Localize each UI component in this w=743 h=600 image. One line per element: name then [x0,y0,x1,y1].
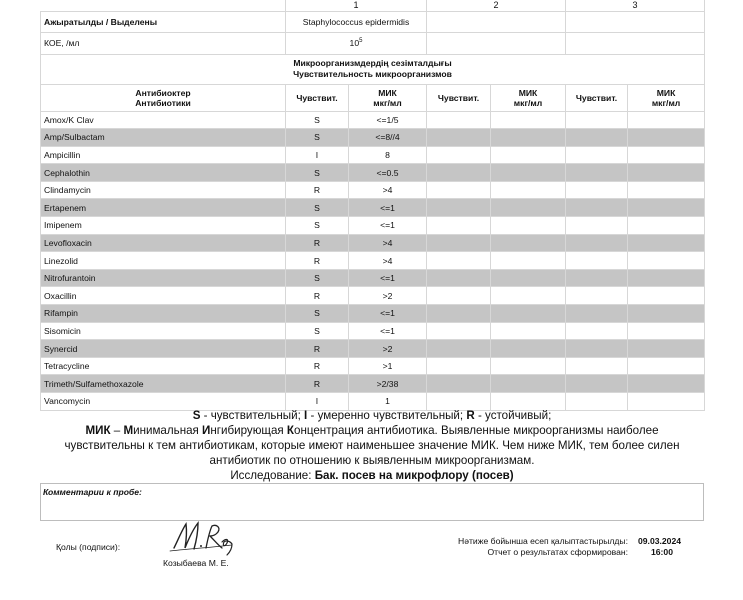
legend-line-1: S - чувствительный; I - умеренно чувствительный; R - устойчивый; [192,409,552,422]
empty-cell [566,234,628,252]
antibiotic-name: Amp/Sulbactam [41,129,286,147]
empty-cell [628,181,705,199]
antibiotic-name: Nitrofurantoin [41,269,286,287]
mic-value: <=1 [349,269,427,287]
antibiotic-row [41,164,705,182]
organism-value: Staphylococcus epidermidis [286,11,427,32]
sensitivity-result: R [286,357,349,375]
mic-value: <=1 [349,322,427,340]
mic-value: >4 [349,181,427,199]
antibiotic-name: Trimeth/Sulfamethoxazole [41,375,286,393]
empty-cell [566,129,628,147]
susceptibility-table [40,0,705,411]
empty-cell [491,305,566,323]
empty-cell [491,375,566,393]
antibiotic-name: Linezolid [41,252,286,270]
mic-value: >2 [349,287,427,305]
antibiotic-name: Vancomycin [41,393,286,411]
legend-line-4: антибиотик по отношению к выявленным микроорганизмам. [209,454,535,467]
table-header-row [41,84,705,111]
antibiotic-row [41,357,705,375]
antibiotic-row [41,129,705,147]
sensitivity-header: Чувствит. [286,84,349,111]
empty-cell [566,287,628,305]
sensitivity-result: S [286,129,349,147]
antibiotic-row [41,181,705,199]
mic-header: МИК мкг/мл [491,84,566,111]
empty-cell [427,217,491,235]
empty-cell [566,111,628,129]
empty-cell [566,340,628,358]
section-title: Микроорганизмдердің сезімталдығы Чувствительность микроорганизмов [41,54,705,84]
report-time-label: Отчет о результатах сформирован: [487,547,628,557]
antibiotic-row [41,375,705,393]
sensitivity-header: Чувствит. [427,84,491,111]
empty-cell [566,357,628,375]
column-number-row [41,0,705,11]
empty-cell [427,164,491,182]
sensitivity-result: S [286,111,349,129]
sensitivity-result: S [286,217,349,235]
organism-row [41,11,705,32]
empty-cell [427,181,491,199]
cfu-row [41,32,705,54]
empty-cell [491,146,566,164]
legend-line-3: чувствительны к тем антибиотикам, которые имеют наименьшее значение МИК. Чем ниже МИК, тем более силен [64,439,680,452]
empty-cell [427,322,491,340]
empty-cell [427,269,491,287]
empty-cell [491,340,566,358]
sensitivity-result: S [286,164,349,182]
empty-cell [628,111,705,129]
antibiotic-row [41,269,705,287]
mic-header: МИК мкг/мл [628,84,705,111]
comment-label: Комментарии к пробе: [43,487,142,497]
empty-cell [491,322,566,340]
empty-cell [566,322,628,340]
empty-cell [628,287,705,305]
antibiotic-row [41,217,705,235]
column-number: 1 [286,0,427,11]
legend-line-2: МИК – Минимальная Ингибирующая Концентрация антибиотика. Выявленные микроорганизмы наиболее [85,424,659,437]
empty-cell [491,287,566,305]
empty-cell [491,129,566,147]
mic-value: <=8//4 [349,129,427,147]
empty-cell [628,129,705,147]
empty-cell [427,340,491,358]
antibiotic-name: Ampicillin [41,146,286,164]
empty-cell [566,252,628,270]
empty-cell [491,269,566,287]
empty-cell [427,375,491,393]
antibiotic-name: Oxacillin [41,287,286,305]
column-number: 3 [566,0,705,11]
antibiotic-name: Sisomicin [41,322,286,340]
study-line [40,469,704,482]
empty-cell [566,217,628,235]
empty-cell [491,217,566,235]
empty-cell [628,199,705,217]
empty-cell [491,234,566,252]
empty-cell [628,357,705,375]
sensitivity-result: R [286,340,349,358]
mic-value: 8 [349,146,427,164]
empty-cell [628,340,705,358]
empty-cell [566,375,628,393]
empty-cell [427,199,491,217]
antibiotic-name: Rifampin [41,305,286,323]
empty-cell [491,181,566,199]
sensitivity-result: I [286,393,349,411]
empty-cell [628,375,705,393]
sensitivity-header: Чувствит. [566,84,628,111]
antibiotic-header: Антибиоктер Антибиотики [41,84,286,111]
empty-cell [566,181,628,199]
empty-cell [628,322,705,340]
mic-value: <=1 [349,217,427,235]
sensitivity-result: S [286,269,349,287]
antibiotic-row [41,146,705,164]
empty-cell [427,252,491,270]
section-title-row [41,54,705,84]
antibiotic-name: Tetracycline [41,357,286,375]
empty-cell [628,234,705,252]
empty-cell [427,305,491,323]
cfu-label: КОЕ, /мл [41,32,286,54]
antibiotic-name: Synercid [41,340,286,358]
empty-cell [491,164,566,182]
sensitivity-result: R [286,234,349,252]
empty-cell [566,164,628,182]
sensitivity-result: S [286,322,349,340]
mic-value: >1 [349,357,427,375]
antibiotic-row [41,305,705,323]
antibiotic-name: Levofloxacin [41,234,286,252]
antibiotic-row [41,322,705,340]
column-number: 2 [427,0,566,11]
empty-cell [427,234,491,252]
sensitivity-result: R [286,181,349,199]
empty-cell [427,357,491,375]
antibiotic-row [41,111,705,129]
empty-cell [628,252,705,270]
sensitivity-result: S [286,199,349,217]
mic-value: >2 [349,340,427,358]
empty-cell [491,199,566,217]
signer-name: Козыбаева М. Е. [163,558,229,568]
empty-cell [566,199,628,217]
sensitivity-result: R [286,375,349,393]
empty-cell [491,252,566,270]
empty-cell [566,305,628,323]
mic-value: <=1 [349,305,427,323]
antibiotic-row [41,340,705,358]
empty-cell [427,111,491,129]
empty-cell [628,269,705,287]
antibiotic-name: Ertapenem [41,199,286,217]
antibiotic-row [41,199,705,217]
empty-cell [566,146,628,164]
report-date-label: Нәтиже бойынша есеп қалыптастырылды: [458,536,628,546]
sensitivity-result: R [286,287,349,305]
empty-cell [566,269,628,287]
antibiotic-name: Imipenem [41,217,286,235]
empty-cell [427,129,491,147]
mic-value: >4 [349,234,427,252]
sensitivity-result: I [286,146,349,164]
sensitivity-result: S [286,305,349,323]
signature-label: Қолы (подписи): [56,542,121,552]
antibiotic-name: Clindamycin [41,181,286,199]
comment-box [40,483,704,521]
antibiotic-row [41,234,705,252]
mic-value: >4 [349,252,427,270]
empty-cell [628,217,705,235]
legend [40,408,704,468]
empty-cell [628,146,705,164]
handwritten-signature-image [166,518,238,558]
study-value: Бак. посев на микрофлору (посев) [314,469,514,482]
empty-cell [427,287,491,305]
mic-value: 1 [349,393,427,411]
antibiotic-name: Cephalothin [41,164,286,182]
mic-value: <=0.5 [349,164,427,182]
mic-value: <=1 [349,199,427,217]
antibiotic-name: Amox/K Clav [41,111,286,129]
empty-cell [491,111,566,129]
cfu-value: $10^5$ [286,32,427,54]
mic-value: <=1/5 [349,111,427,129]
antibiotic-row [41,252,705,270]
report-date-value: 09.03.2024 [638,536,682,546]
empty-cell [427,146,491,164]
study-label: Исследование: [230,469,315,482]
empty-cell [628,305,705,323]
report-time-value: 16:00 [651,547,673,557]
antibiotic-row [41,287,705,305]
sensitivity-result: R [286,252,349,270]
empty-cell [628,164,705,182]
empty-cell [491,357,566,375]
mic-header: МИК мкг/мл [349,84,427,111]
organism-label: Ажыратылды / Выделены [41,11,286,32]
mic-value: >2/38 [349,375,427,393]
